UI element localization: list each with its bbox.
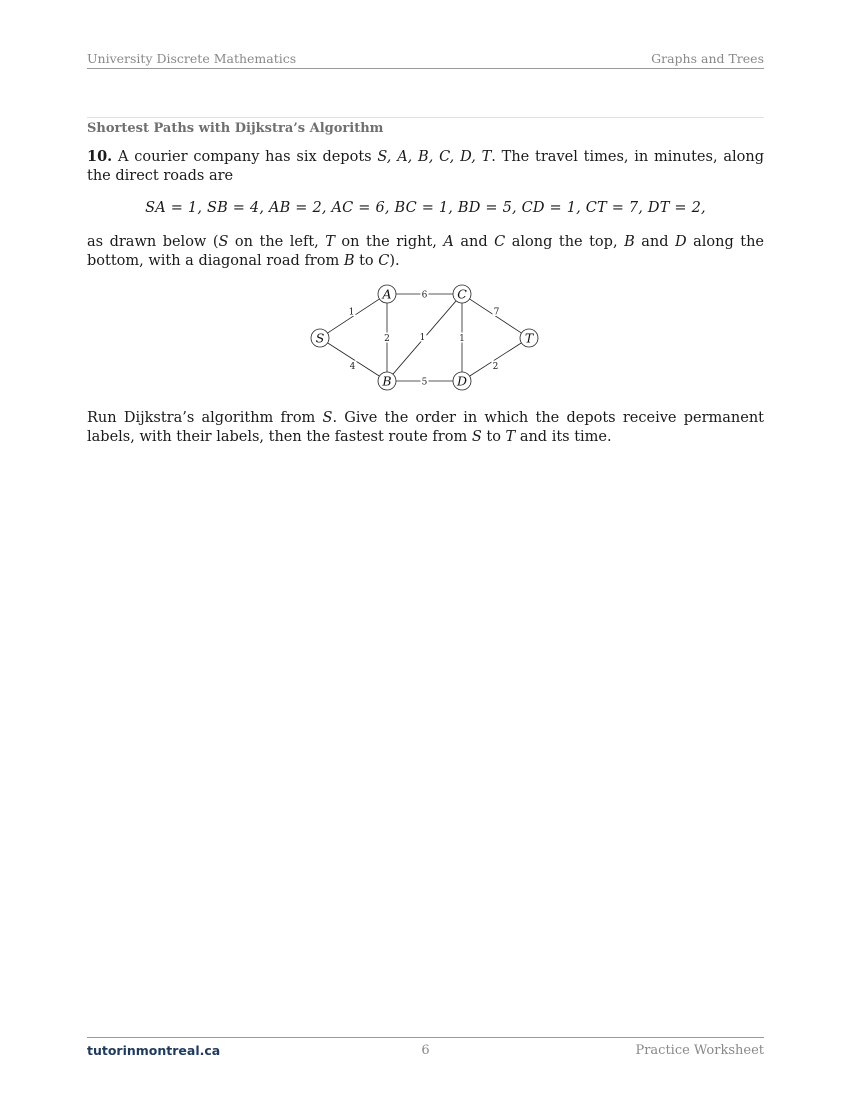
text-run: to <box>481 429 506 445</box>
problem-intro <box>87 147 764 186</box>
math-variable: S <box>471 429 482 445</box>
problem-intro-text-b: . The travel times, in minutes, along the direct roads are <box>87 149 764 184</box>
math-variable: T <box>505 429 516 445</box>
problem-depot-list: S, A, B, C, D, T <box>377 149 492 165</box>
layout-description <box>87 233 764 271</box>
text-run: ). <box>389 253 400 269</box>
section-title: Shortest Paths with Dijkstra’s Algorithm <box>87 121 384 136</box>
task-description <box>87 409 764 447</box>
text-run: on the left, <box>228 234 326 250</box>
depot-graph-figure <box>300 280 550 399</box>
node-label-B: B <box>382 373 392 389</box>
math-variable: C <box>494 234 506 250</box>
section-divider <box>87 117 764 118</box>
node-label-T: T <box>524 330 534 346</box>
header-chapter-title: Graphs and Trees <box>651 51 764 66</box>
text-run: along the top, <box>505 234 625 250</box>
edge-weight-AC: 6 <box>421 290 428 301</box>
math-variable: B <box>624 234 635 250</box>
node-label-C: C <box>457 286 467 302</box>
text-run: and its time. <box>515 429 612 445</box>
text-run: as drawn below ( <box>87 234 219 250</box>
header-course-title: University Discrete Mathematics <box>87 51 297 66</box>
travel-times-equation: SA = 1, SB = 4, AB = 2, AC = 6, BC = 1, BD = 5, CD = 1, CT = 7, DT = 2, <box>145 200 706 216</box>
math-variable: B <box>343 253 355 269</box>
footer-worksheet-label: Practice Worksheet <box>635 1043 764 1058</box>
edge-weight-CD: 1 <box>459 334 465 344</box>
text-run: along the bottom, with a diagonal road from <box>87 234 764 269</box>
math-variable: S <box>322 410 333 426</box>
math-variable: D <box>674 234 687 250</box>
node-label-A: A <box>382 286 392 302</box>
edge-weight-SB: 4 <box>349 362 356 372</box>
edge-weight-BC: 1 <box>419 333 426 343</box>
problem-intro-text-a: A courier company has six depots <box>112 149 378 165</box>
text-run: and <box>634 234 675 250</box>
problem-number: 10. <box>87 148 113 165</box>
page-header <box>87 51 764 69</box>
page-footer <box>87 1037 764 1060</box>
edge-weight-CT: 7 <box>493 307 500 318</box>
node-label-S: S <box>315 330 325 346</box>
node-label-D: D <box>456 373 468 389</box>
text-run: Run Dijkstra’s algorithm from <box>87 410 323 426</box>
edge-weight-AB: 2 <box>384 334 390 344</box>
edge-weight-DT: 2 <box>492 362 499 372</box>
text-run: . Give the order in which the depots receive permanent labels, with their labels, then the fastest route from <box>87 410 764 445</box>
math-variable: C <box>378 253 390 269</box>
depot-graph <box>300 280 550 395</box>
footer-website[interactable]: tutorinmontreal.ca <box>87 1043 221 1058</box>
edge-weight-SA: 1 <box>348 307 355 318</box>
math-variable: T <box>325 234 335 250</box>
math-variable: S <box>218 234 229 250</box>
text-run: and <box>453 234 495 250</box>
edge-weight-BD: 5 <box>421 377 428 388</box>
footer-page-number: 6 <box>421 1043 430 1058</box>
text-run: on the right, <box>334 234 444 250</box>
text-run: to <box>354 253 379 269</box>
math-variable: A <box>443 234 454 250</box>
